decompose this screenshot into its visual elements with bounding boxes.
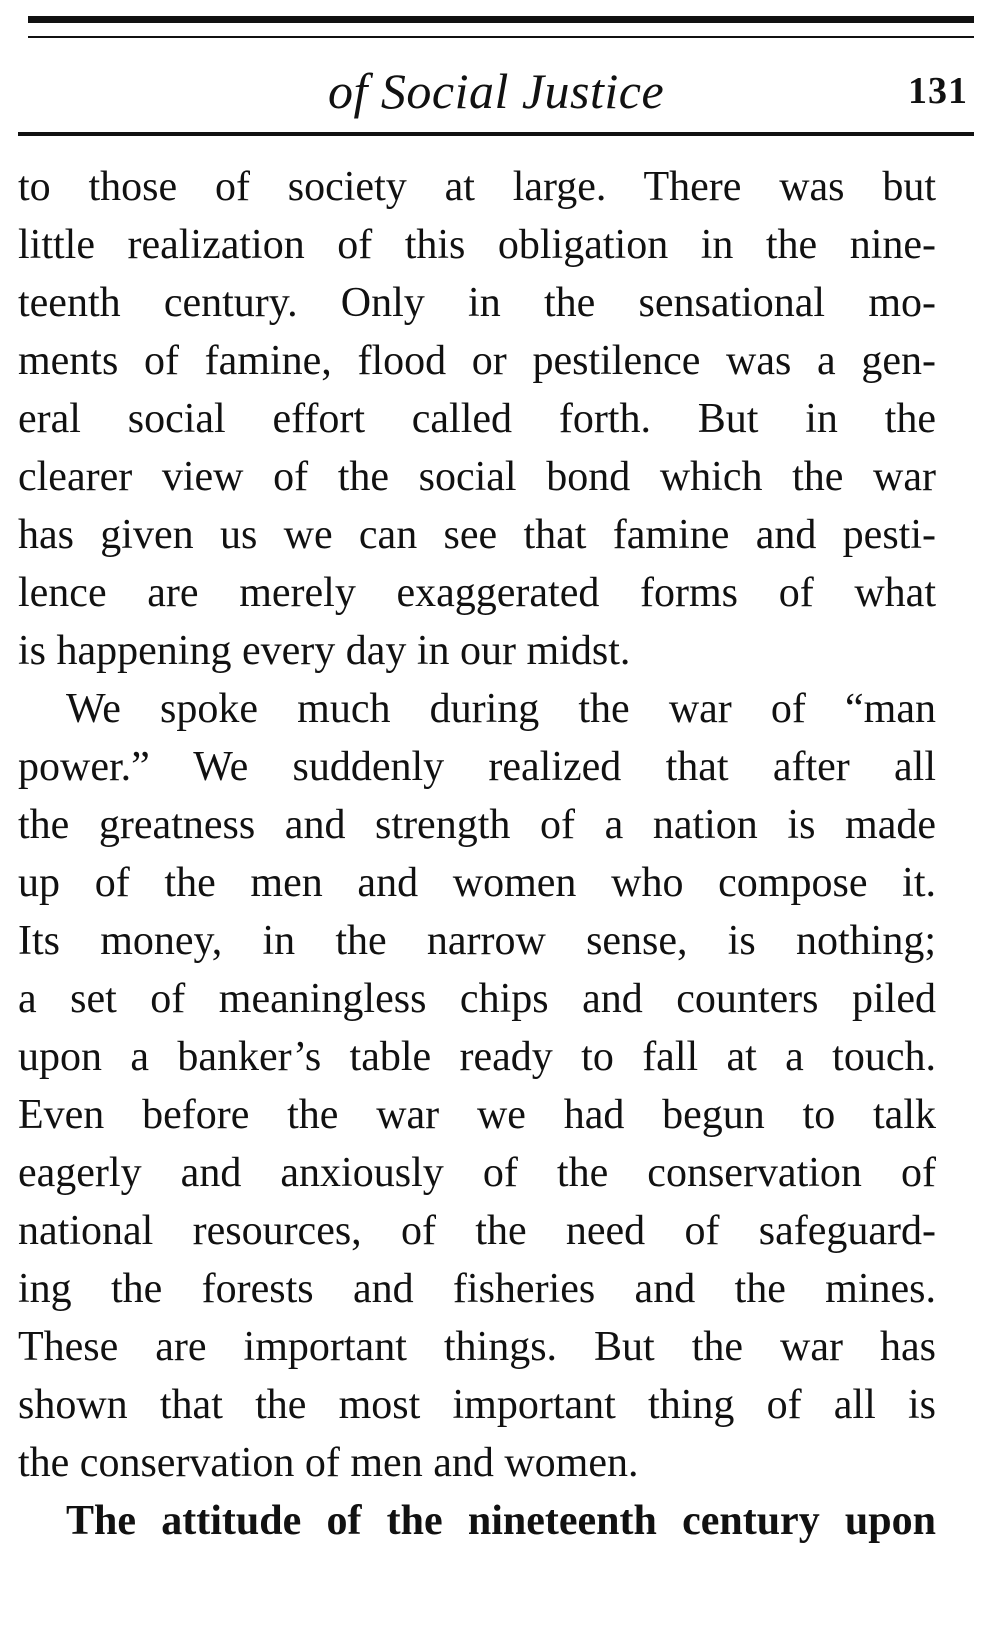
text-line: shown that the most important thing of all is [18,1382,936,1428]
text-line: the conservation of men and women. [18,1440,639,1486]
running-head [28,56,974,126]
paragraph-1 [18,158,936,680]
text-line: national resources, of the need of safeguard- [18,1208,936,1254]
text-line: has given us we can see that famine and pesti- [18,512,936,558]
text-line: clearer view of the social bond which the war [18,454,936,500]
text-line: teenth century. Only in the sensational mo- [18,280,936,326]
text-line: Its money, in the narrow sense, is nothing; [18,918,936,964]
paragraph-3 [18,1492,936,1550]
text-line: little realization of this obligation in the nine- [18,222,936,268]
top-rule-thick [28,16,974,23]
text-line: eagerly and anxiously of the conservation of [18,1150,936,1196]
text-line: upon a banker’s table ready to fall at a touch. [18,1034,936,1080]
text-line: up of the men and women who compose it. [18,860,936,906]
text-line: ments of famine, flood or pestilence was a gen- [18,338,936,384]
running-title: of Social Justice [328,63,665,119]
top-rule-thin [28,36,974,38]
paragraph-2 [18,680,936,1492]
text-line: ing the forests and fisheries and the mines. [18,1266,936,1312]
text-line: The attitude of the nineteenth century upon [66,1498,936,1544]
text-line: power.” We suddenly realized that after all [18,744,936,790]
text-line: These are important things. But the war has [18,1324,936,1370]
text-line: is happening every day in our midst. [18,628,631,674]
header-rule [18,132,974,136]
text-line: the greatness and strength of a nation is made [18,802,936,848]
body-text [18,158,936,1550]
text-line: We spoke much during the war of “man [66,686,936,732]
text-line: a set of meaningless chips and counters piled [18,976,936,1022]
text-line: lence are merely exaggerated forms of what [18,570,936,616]
text-line: to those of society at large. There was but [18,164,936,210]
page-number: 131 [908,70,968,112]
text-line: Even before the war we had begun to talk [18,1092,936,1138]
text-line: eral social effort called forth. But in the [18,396,936,442]
